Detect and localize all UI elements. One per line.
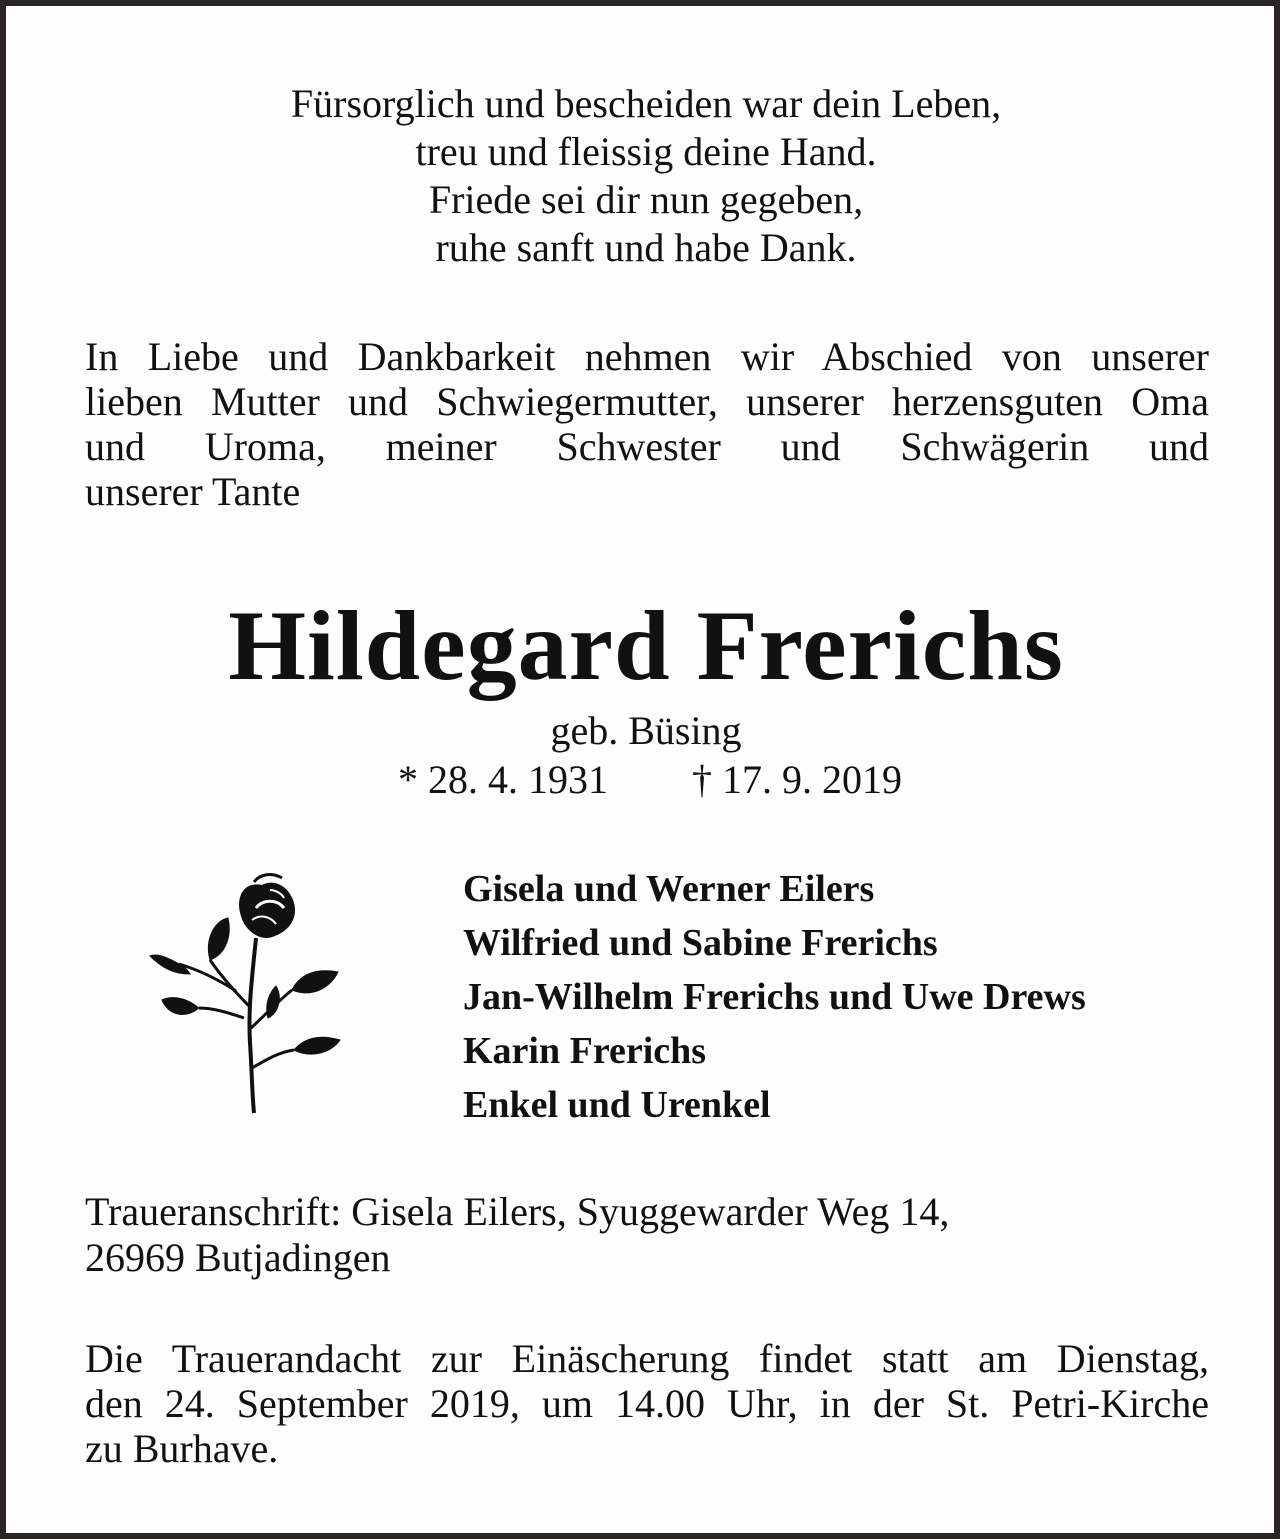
family-list	[463, 862, 1086, 1132]
intro-paragraph	[85, 334, 1209, 514]
birth-date: * 28. 4. 1931	[398, 757, 608, 802]
rose-icon	[144, 868, 344, 1118]
address-line: 26969 Butjadingen	[85, 1235, 391, 1280]
service-line: Die Trauerandacht zur Einäscherung findet statt am Dienstag,	[85, 1336, 1209, 1381]
service-notice	[85, 1336, 1209, 1471]
family-member: Jan-Wilhelm Frerichs und Uwe Drews	[463, 976, 1086, 1018]
family-member: Wilfried und Sabine Frerichs	[463, 922, 938, 964]
family-member: Gisela und Werner Eilers	[463, 868, 875, 910]
intro-line: und Uroma, meiner Schwester und Schwägerin und	[85, 424, 1209, 469]
poem-line: Fürsorglich und bescheiden war dein Leben,	[290, 81, 1002, 126]
intro-line: lieben Mutter und Schwiegermutter, unserer herzensguten Oma	[85, 379, 1209, 424]
intro-line: unserer Tante	[85, 469, 301, 514]
death-date: † 17. 9. 2019	[692, 757, 902, 802]
intro-line: In Liebe und Dankbarkeit nehmen wir Abschied von unserer	[85, 334, 1209, 379]
memorial-poem	[6, 80, 1280, 272]
family-member: Enkel und Urenkel	[463, 1084, 771, 1126]
service-line: zu Burhave.	[85, 1426, 279, 1471]
deceased-name: Hildegard Frerichs	[228, 590, 1064, 701]
family-member: Karin Frerichs	[463, 1030, 707, 1072]
poem-line: treu und fleissig deine Hand.	[415, 129, 877, 174]
service-line: den 24. September 2019, um 14.00 Uhr, in der St. Petri-Kirche	[85, 1381, 1209, 1426]
address-line: Traueranschrift: Gisela Eilers, Syuggewarder Weg 14,	[85, 1189, 950, 1234]
maiden-name: geb. Büsing	[550, 708, 742, 753]
poem-line: ruhe sanft und habe Dank.	[435, 225, 857, 270]
mourning-address	[85, 1189, 949, 1281]
poem-line: Friede sei dir nun gegeben,	[428, 177, 864, 222]
